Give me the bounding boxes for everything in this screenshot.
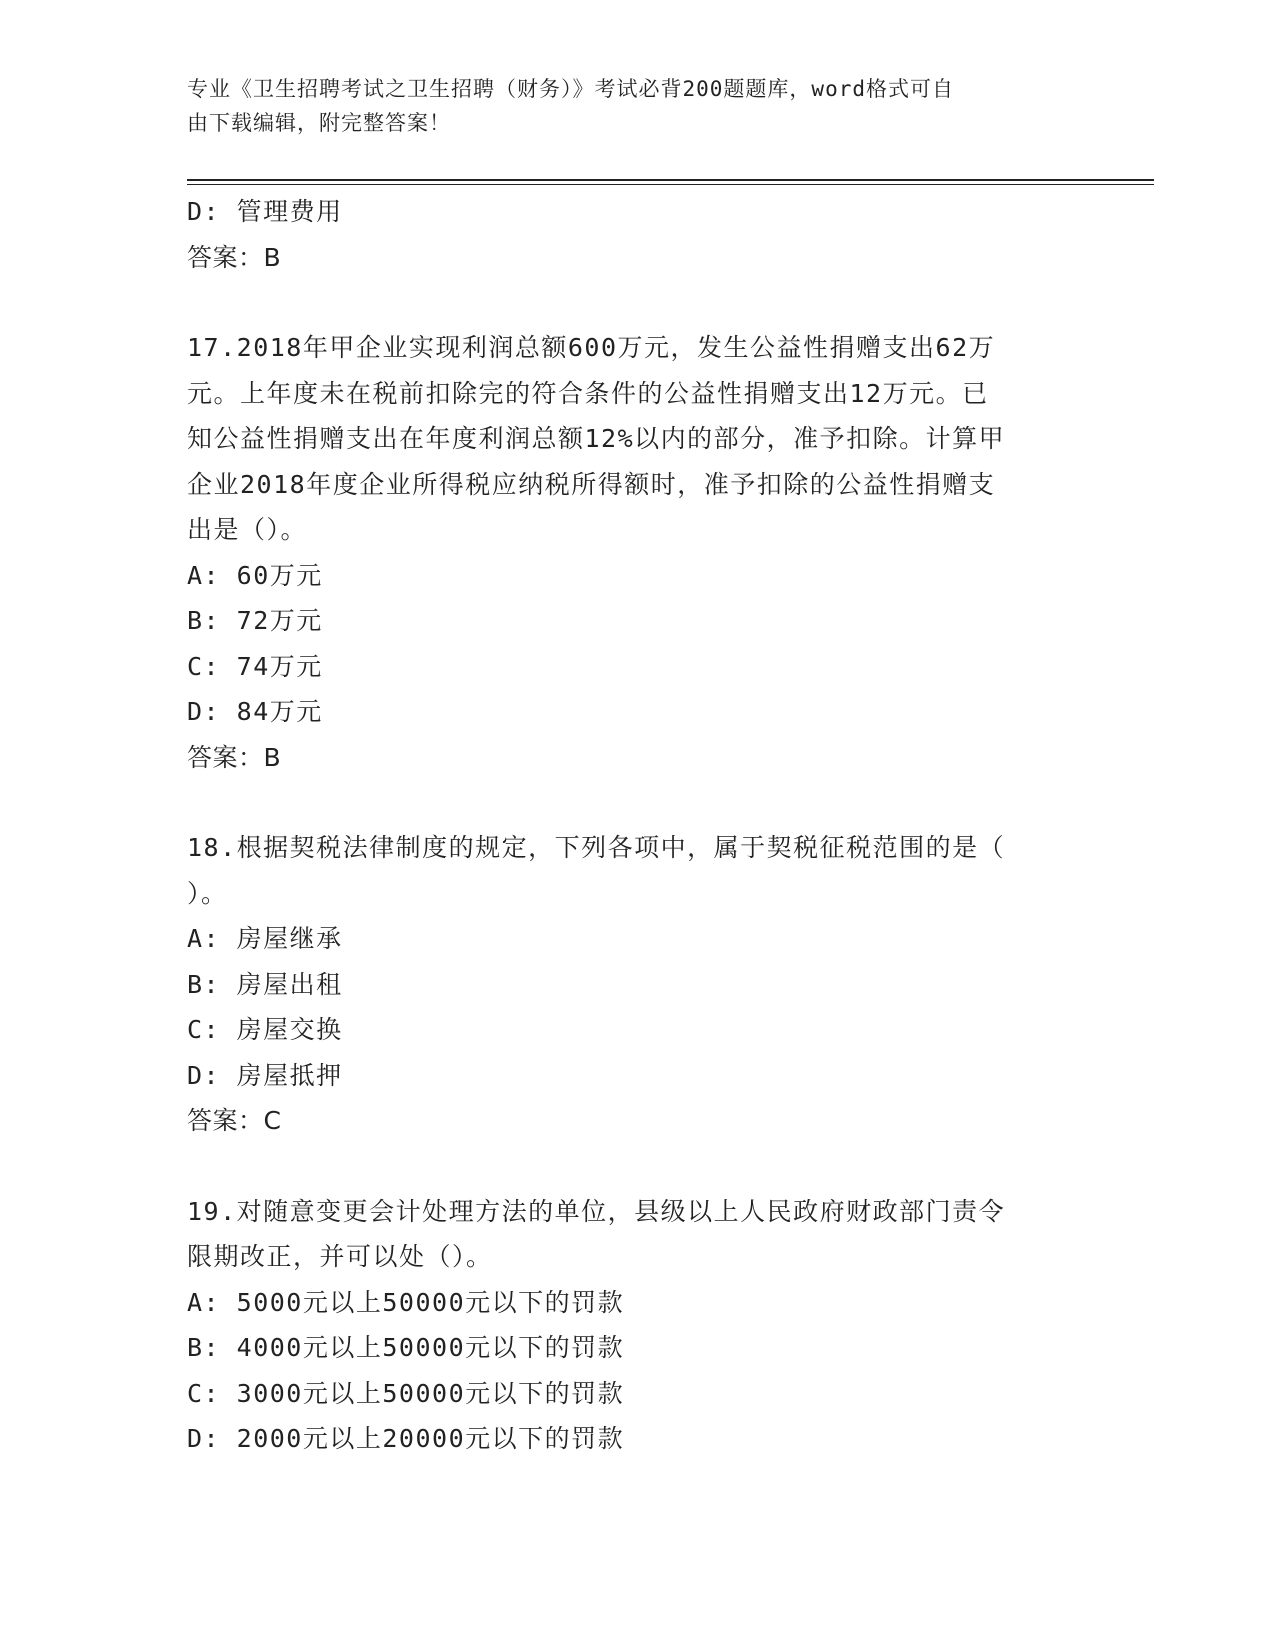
question-19 [187,1189,1077,1462]
header-line-1: 专业《卫生招聘考试之卫生招聘（财务）》考试必背200题题库，word格式可自 [187,77,954,101]
option-b: B: 4000元以上50000元以下的罚款 [187,1333,625,1362]
spacer [187,1144,1077,1189]
option-a: A: 房屋继承 [187,924,343,953]
header-divider-thin [187,184,1154,185]
option-d: D: 2000元以上20000元以下的罚款 [187,1424,625,1453]
answer: 答案：B [187,742,282,772]
header-line-2: 由下载编辑，附完整答案！ [187,111,451,135]
question-text-line: 知公益性捐赠支出在年度利润总额12%以内的部分，准予扣除。计算甲 [187,424,1006,453]
previous-answer: 答案：B [187,242,282,272]
question-text-line: ）。 [187,878,228,908]
question-text-line: 18.根据契税法律制度的规定，下列各项中，属于契税征税范围的是（ [187,833,1006,862]
option-a: A: 60万元 [187,560,323,590]
question-text-line: 17.2018年甲企业实现利润总额600万元，发生公益性捐赠支出62万 [187,333,996,362]
option-d: D: 房屋抵押 [187,1060,343,1090]
question-text-line: 19.对随意变更会计处理方法的单位，县级以上人民政府财政部门责令 [187,1196,1006,1226]
option-b: B: 72万元 [187,606,323,635]
question-text-line: 企业2018年度企业所得税应纳税所得额时，准予扣除的公益性捐赠支 [187,469,996,499]
question-17 [187,325,1077,780]
question-text-line: 限期改正，并可以处（）。 [187,1242,493,1271]
question-text-line: 元。上年度未在税前扣除完的符合条件的公益性捐赠支出12万元。已 [187,378,989,408]
option-c: C: 房屋交换 [187,1015,343,1044]
answer: 答案：C [187,1106,282,1135]
spacer [187,780,1077,825]
option-b: B: 房屋出租 [187,969,343,999]
header-divider-thick [187,179,1154,181]
option-d: D: 84万元 [187,697,323,726]
previous-option-d: D: 管理费用 [187,197,343,226]
document-header [187,72,1067,140]
spacer [187,280,1077,325]
question-text-line: 出是（）。 [187,515,308,544]
option-c: C: 74万元 [187,651,323,681]
document-body [187,189,1077,1462]
question-18 [187,825,1077,1144]
option-a: A: 5000元以上50000元以下的罚款 [187,1287,625,1317]
option-c: C: 3000元以上50000元以下的罚款 [187,1378,625,1408]
